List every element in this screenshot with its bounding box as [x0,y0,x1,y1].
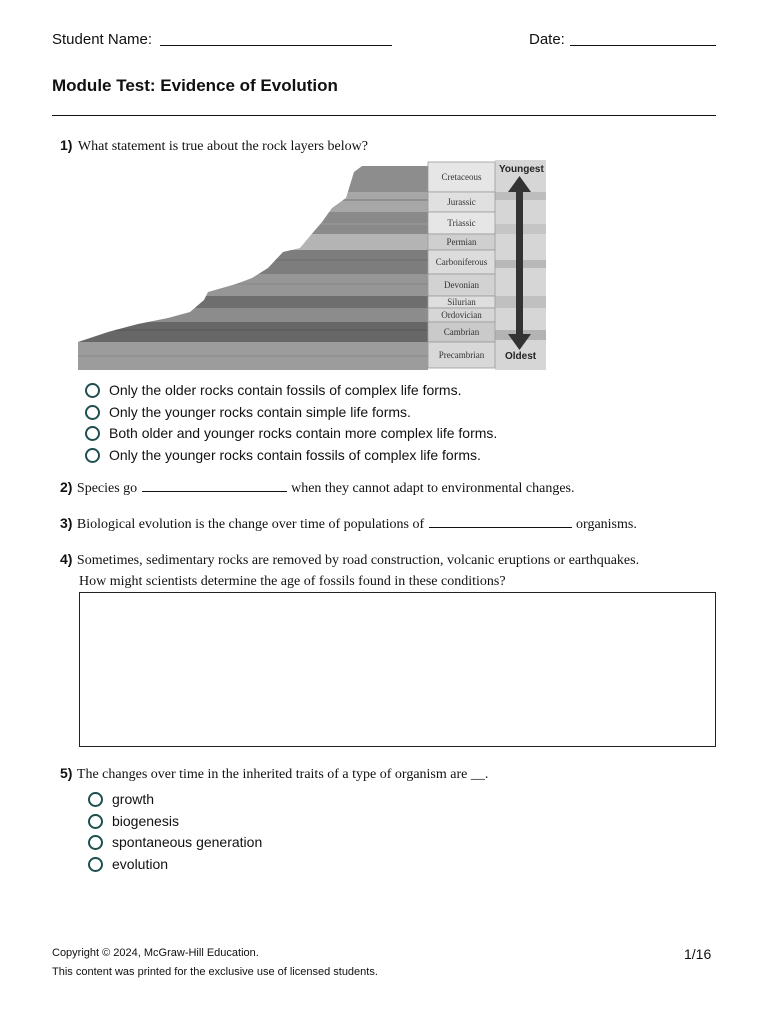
q1-option-3[interactable] [85,425,497,441]
option-label: Only the younger rocks contain simple life forms. [109,404,411,420]
page-title: Module Test: Evidence of Evolution [52,76,338,95]
option-label: growth [112,791,155,807]
student-name-field[interactable] [160,30,392,46]
page-number: 1/16 [684,946,712,962]
question-number: 2) [60,479,73,495]
question-number: 1) [60,137,73,153]
question-text-before: Biological evolution is the change over time of populations of [76,517,425,532]
q5-option-4[interactable] [88,856,168,872]
option-label: evolution [112,856,169,872]
q1-option-1[interactable] [85,382,461,398]
period-label-triassic: Triassic [447,218,476,228]
radio-button[interactable] [88,857,103,872]
radio-button[interactable] [88,835,103,850]
period-label-silurian: Silurian [447,297,476,307]
period-label-ordovician: Ordovician [441,310,482,320]
question-text-line-1: Sometimes, sedimentary rocks are removed by road construction, volcanic eruptions or earthquakes. [76,553,640,568]
period-label-cretaceous: Cretaceous [441,172,482,182]
title-divider [52,115,716,116]
q1-option-4[interactable] [85,447,481,463]
period-column [428,162,495,368]
option-label: Only the younger rocks contain fossils of complex life forms. [109,447,481,463]
question-number: 5) [60,765,73,781]
option-label: Both older and younger rocks contain more complex life forms. [109,425,498,441]
copyright-text: Copyright © 2024, McGraw-Hill Education. [52,947,259,959]
rock-layers-figure [78,160,546,370]
radio-button[interactable] [88,814,103,829]
question-5 [60,765,488,783]
question-text-after: when they cannot adapt to environmental changes. [291,481,575,496]
period-label-permian: Permian [446,237,477,247]
question-text: What statement is true about the rock layers below? [77,139,368,154]
question-text: The changes over time in the inherited traits of a type of organism are __. [76,767,489,782]
oldest-label: Oldest [505,351,537,362]
period-label-jurassic: Jurassic [447,197,476,207]
license-notice: This content was printed for the exclusive use of licensed students. [52,966,378,978]
q5-option-3[interactable] [88,834,262,850]
fill-in-blank[interactable] [142,479,287,492]
question-4 [60,551,639,569]
student-name-label: Student Name: [52,31,153,48]
question-text-line-2: How might scientists determine the age of fossils found in these conditions? [79,574,506,589]
q1-option-2[interactable] [85,404,411,420]
period-label-precambrian: Precambrian [438,350,485,360]
option-label: Only the older rocks contain fossils of complex life forms. [109,382,462,398]
radio-button[interactable] [85,383,100,398]
radio-button[interactable] [88,792,103,807]
date-field[interactable] [570,30,716,46]
question-number: 4) [60,551,73,567]
question-1 [60,137,368,155]
option-label: spontaneous generation [112,834,263,850]
q5-option-2[interactable] [88,813,179,829]
question-text-before: Species go [76,481,138,496]
fill-in-blank[interactable] [429,515,572,528]
radio-button[interactable] [85,448,100,463]
question-text-after: organisms. [576,517,637,532]
q5-option-1[interactable] [88,791,154,807]
youngest-label: Youngest [499,164,544,175]
question-3 [60,515,637,533]
radio-button[interactable] [85,405,100,420]
date-label: Date: [529,31,565,48]
question-2 [60,479,574,497]
period-label-carboniferous: Carboniferous [435,257,488,267]
period-label-devonian: Devonian [444,280,479,290]
period-label-cambrian: Cambrian [443,327,480,337]
radio-button[interactable] [85,426,100,441]
answer-text-box[interactable] [79,592,716,747]
question-number: 3) [60,515,73,531]
option-label: biogenesis [112,813,179,829]
